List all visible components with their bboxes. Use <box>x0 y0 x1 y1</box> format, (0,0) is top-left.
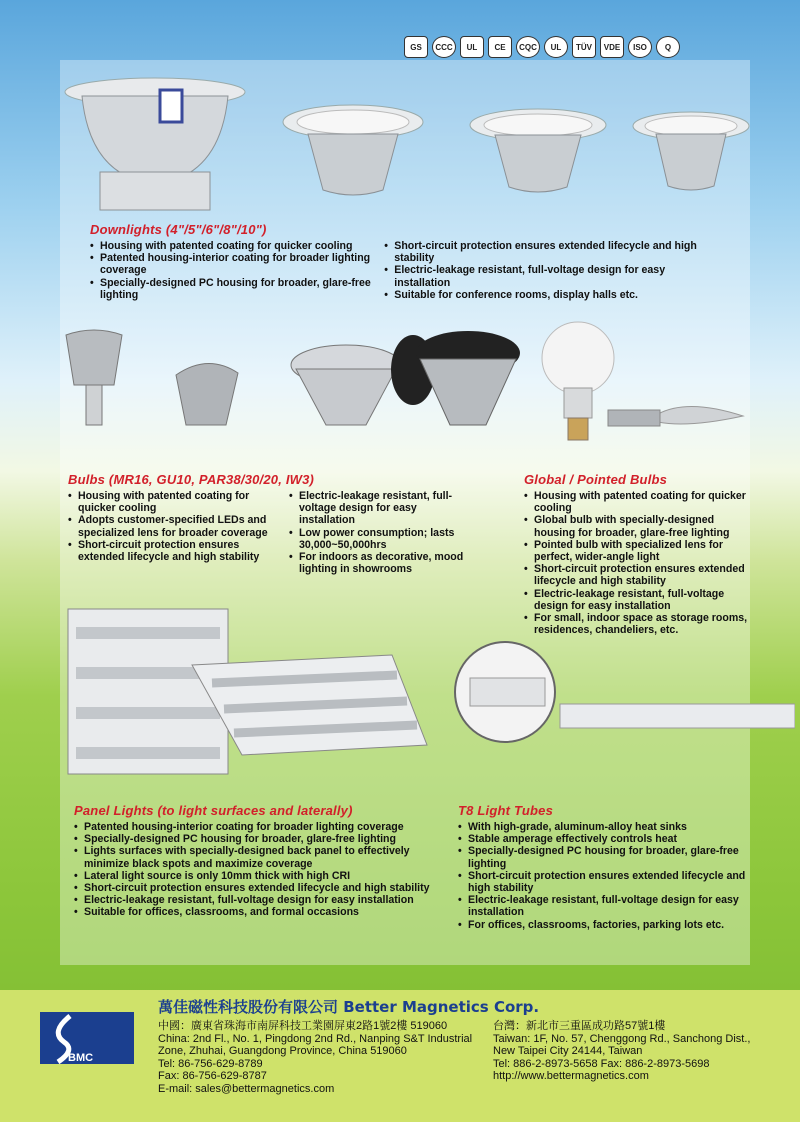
china-fax: Fax: 86-756-629-8787 <box>158 1070 267 1082</box>
address-line: 中國：廣東省珠海市南屏科技工業園屏東2路1號2樓 519060 <box>158 1020 448 1032</box>
global-bulbs-features <box>524 490 754 636</box>
list-item: • Housing with patented coating for quicker cooling <box>90 240 376 252</box>
panel-lights-image <box>62 605 432 780</box>
company-name: 萬佳磁性科技股份有限公司 Better Magnetics Corp. <box>158 998 540 1016</box>
list-item: • Adopts customer-specified LEDs and specialized lens for broader coverage <box>68 514 283 538</box>
address-line: Taiwan: 1F, No. 57, Chenggong Rd., Sanchong Dist., <box>493 1032 751 1045</box>
logo-text: BMC <box>68 1052 94 1064</box>
list-item: • For offices, classrooms, factories, parking lots etc. <box>458 919 753 931</box>
list-item: • Global bulb with specially-designed housing for broader, glare-free lighting <box>524 514 754 538</box>
downlight-5in-image <box>463 105 613 200</box>
cert-mark-q: Q <box>656 36 680 58</box>
list-item: • Specially-designed PC housing for broader, glare-free lighting <box>458 845 753 869</box>
address-line: Zone, Zhuhai, Guangdong Province, China 519060 <box>158 1045 407 1057</box>
footer <box>0 990 800 1122</box>
cert-mark-ul2: UL <box>544 36 568 58</box>
list-item: • Short-circuit protection ensures extended lifecycle and high stability <box>74 882 454 894</box>
list-item: • Housing with patented coating for quicker cooling <box>524 490 754 514</box>
website-link[interactable]: http://www.bettermagnetics.com <box>493 1070 649 1082</box>
list-item: • Lateral light source is only 10mm thick with high CRI <box>74 870 454 882</box>
list-item: • Electric-leakage resistant, full-voltage design for easy installation <box>384 264 710 288</box>
bmc-logo <box>40 1012 134 1064</box>
china-tel: Tel: 86-756-629-8789 <box>158 1057 263 1070</box>
list-item: • Short-circuit protection ensures extended lifecycle and high stability <box>524 563 754 587</box>
list-item: • Specially-designed PC housing for broader, glare-free lighting <box>90 277 376 301</box>
downlight-large-image <box>60 72 250 222</box>
address-line: 台灣：新北市三重區成功路57號1樓 <box>493 1020 666 1032</box>
list-item: • Housing with patented coating for quicker cooling <box>68 490 283 514</box>
list-item: • For indoors as decorative, mood lighting in showrooms <box>289 551 469 575</box>
list-item: • Electric-leakage resistant, full-voltage design for easy installation <box>289 490 469 527</box>
cert-mark-vde: VDE <box>600 36 624 58</box>
taiwan-tel-fax: Tel: 886-2-8973-5658 Fax: 886-2-8973-5698 <box>493 1057 710 1070</box>
panel-lights-title: Panel Lights (to light surfaces and laterally) <box>74 803 353 818</box>
list-item: • Specially-designed PC housing for broader, glare-free lighting <box>74 833 454 845</box>
downlight-6in-image <box>278 100 428 205</box>
t8-tubes-title: T8 Light Tubes <box>458 803 554 818</box>
list-item: • Short-circuit protection ensures extended lifecycle and high stability <box>458 870 753 894</box>
downlights-title: Downlights (4"/5"/6"/8"/10") <box>90 222 267 237</box>
downlights-features-col1 <box>90 240 376 301</box>
cert-mark-gs: GS <box>404 36 428 58</box>
list-item: • Patented housing-interior coating for broader lighting coverage <box>74 821 454 833</box>
t8-tubes-features <box>458 821 753 931</box>
list-item: • Suitable for offices, classrooms, and formal occasions <box>74 906 454 918</box>
list-item: • Short-circuit protection ensures extended lifecycle and high stability <box>384 240 710 264</box>
cert-mark-iso: ISO <box>628 36 652 58</box>
list-item: • Low power consumption; lasts 30,000~50,000hrs <box>289 527 469 551</box>
address-line: China: 2nd Fl., No. 1, Pingdong 2nd Rd., Nanping S&T Industrial <box>158 1032 473 1045</box>
t8-tube-image <box>450 640 795 750</box>
list-item: • Suitable for conference rooms, display halls etc. <box>384 289 710 301</box>
global-bulbs-title: Global / Pointed Bulbs <box>524 472 668 487</box>
list-item: • Electric-leakage resistant, full-voltage design for easy installation <box>74 894 454 906</box>
cert-mark-cqc: CQC <box>516 36 540 58</box>
t8-tubes-section <box>458 803 753 931</box>
china-address <box>158 1020 472 1095</box>
taiwan-address <box>493 1020 750 1083</box>
bulbs-features-col1 <box>68 490 283 575</box>
list-item: • Electric-leakage resistant, full-voltage design for easy installation <box>524 588 754 612</box>
address-line: New Taipei City 24144, Taiwan <box>493 1045 643 1057</box>
list-item: • Lights surfaces with specially-designed back panel to effectively minimize black spots and maximize coverage <box>74 845 454 869</box>
list-item: • Electric-leakage resistant, full-voltage design for easy installation <box>458 894 753 918</box>
downlights-section <box>90 222 710 301</box>
downlight-4in-image <box>626 108 756 198</box>
bulbs-image-row <box>58 325 538 445</box>
list-item: • For small, indoor space as storage rooms, residences, chandeliers, etc. <box>524 612 754 636</box>
list-item: • Short-circuit protection ensures extended lifecycle and high stability <box>68 539 283 563</box>
bulbs-title: Bulbs (MR16, GU10, PAR38/30/20, IW3) <box>68 472 315 487</box>
list-item: • Pointed bulb with specialized lens for perfect, wider-angle light <box>524 539 754 563</box>
cert-mark-tuv: TÜV <box>572 36 596 58</box>
cert-mark-ce: CE <box>488 36 512 58</box>
bulbs-features-col2 <box>289 490 469 575</box>
cert-mark-ccc: CCC <box>432 36 456 58</box>
global-pointed-bulbs-image <box>538 318 768 448</box>
downlights-features-col2 <box>384 240 710 301</box>
certification-bar <box>404 36 680 58</box>
global-bulbs-section <box>524 472 754 636</box>
cert-mark-ul: UL <box>460 36 484 58</box>
email-link[interactable]: E-mail: sales@bettermagnetics.com <box>158 1082 335 1095</box>
panel-lights-features <box>74 821 454 919</box>
list-item: • Stable amperage effectively controls heat <box>458 833 753 845</box>
bulbs-section <box>68 472 518 575</box>
panel-lights-section <box>74 803 454 919</box>
list-item: • With high-grade, aluminum-alloy heat sinks <box>458 821 753 833</box>
list-item: • Patented housing-interior coating for broader lighting coverage <box>90 252 376 276</box>
